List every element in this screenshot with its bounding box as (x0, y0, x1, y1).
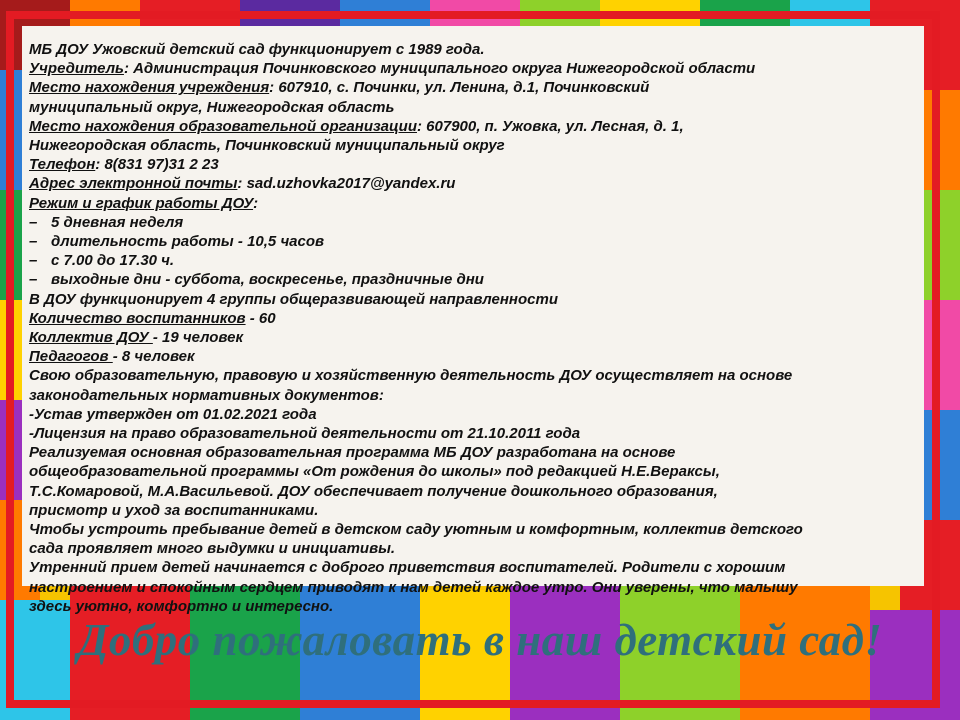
program-line-3: Т.С.Комаровой, М.А.Васильевой. ДОУ обеспечивает получение дошкольного образования, (29, 482, 718, 500)
location-label: Место нахождения учреждения (29, 79, 270, 97)
basis-line-1: Свою образовательную, правовую и хозяйственную деятельность ДОУ осуществляет на основе (29, 367, 793, 385)
teachers-value: - 8 человек (112, 348, 195, 366)
phone-label: Телефон (29, 156, 96, 174)
morning-line-2: настроением и спокойным сердцем приводят к нам детей каждое утро. Они уверены, что малышу (29, 578, 798, 596)
email-line (29, 174, 929, 193)
bullet: – (29, 233, 38, 251)
schedule-item (29, 270, 929, 289)
charter-line: -Устав утвержден от 01.02.2021 года (29, 405, 317, 423)
edu-location-label: Место нахождения образовательной организации (29, 117, 417, 135)
phone-value: : 8(831 97)31 2 23 (95, 156, 219, 174)
teachers-line (29, 347, 929, 366)
location-line-2: муниципальный округ, Нижегородская область (29, 98, 395, 116)
bullet: – (29, 252, 38, 270)
schedule-item (29, 251, 929, 270)
info-text-block (29, 40, 929, 616)
edu-location-value-1: : 607900, п. Ужовка, ул. Лесная, д. 1, (417, 117, 684, 135)
schedule-item (29, 232, 929, 251)
location-value-1: : 607910, с. Починки, ул. Ленина, д.1, Починковский (269, 79, 650, 97)
founder-line (29, 59, 929, 78)
staff-line (29, 328, 929, 347)
founder-label: Учредитель (29, 60, 124, 78)
schedule-item (29, 213, 929, 232)
comfort-line-1: Чтобы устроить пребывание детей в детском саду уютным и комфортным, коллектив детского (29, 521, 803, 539)
founded-line: МБ ДОУ Ужовский детский сад функционирует с 1989 года. (29, 41, 485, 58)
comfort-line-2: сада проявляет много выдумки и инициативы. (29, 540, 396, 558)
location-line-1 (29, 78, 929, 97)
teachers-label: Педагогов (29, 348, 113, 366)
schedule-item-text: с 7.00 до 17.30 ч. (51, 252, 175, 270)
morning-line-1: Утренний прием детей начинается с доброго приветствия воспитателей. Родители с хорошим (29, 559, 786, 577)
edu-location-line-2: Нижегородская область, Починковский муниципальный округ (29, 137, 505, 155)
bullet: – (29, 271, 38, 289)
edu-location-line-1 (29, 117, 929, 136)
program-line-1: Реализуемая основная образовательная программа МБ ДОУ разработана на основе (29, 444, 676, 462)
schedule-label: Режим и график работы ДОУ (29, 194, 254, 212)
program-line-2: общеобразовательной программы «От рождения до школы» под редакцией Н.Е.Вераксы, (29, 463, 720, 481)
groups-line: В ДОУ функционирует 4 группы общеразвивающей направленности (29, 290, 558, 308)
email-label: Адрес электронной почты (29, 175, 238, 193)
pupils-label: Количество воспитанников (29, 309, 246, 327)
schedule-item-text: 5 дневная неделя (51, 213, 184, 231)
staff-label: Коллектив ДОУ (29, 329, 153, 347)
basis-line-2: законодательных нормативных документов: (29, 386, 384, 404)
morning-line-3: здесь уютно, комфортно и интересно. (29, 597, 334, 615)
pupils-line (29, 309, 929, 328)
schedule-colon: : (253, 194, 259, 212)
founder-value: : Администрация Починковского муниципального округа Нижегородской области (123, 60, 756, 78)
schedule-item-text: выходные дни - суббота, воскресенье, праздничные дни (51, 271, 484, 289)
phone-line (29, 155, 929, 174)
schedule-line (29, 194, 929, 213)
bullet: – (29, 213, 38, 231)
email-value: : sad.uzhovka2017@yandex.ru (237, 175, 456, 193)
program-line-4: присмотр и уход за воспитанниками. (29, 501, 319, 519)
pupils-value: - 60 (245, 309, 276, 327)
welcome-heading: Добро пожаловать в наш детский сад! (77, 615, 883, 665)
license-line: -Лицензия на право образовательной деятельности от 21.10.2011 года (29, 425, 581, 443)
staff-value: - 19 человек (152, 329, 244, 347)
schedule-item-text: длительность работы - 10,5 часов (51, 233, 325, 251)
